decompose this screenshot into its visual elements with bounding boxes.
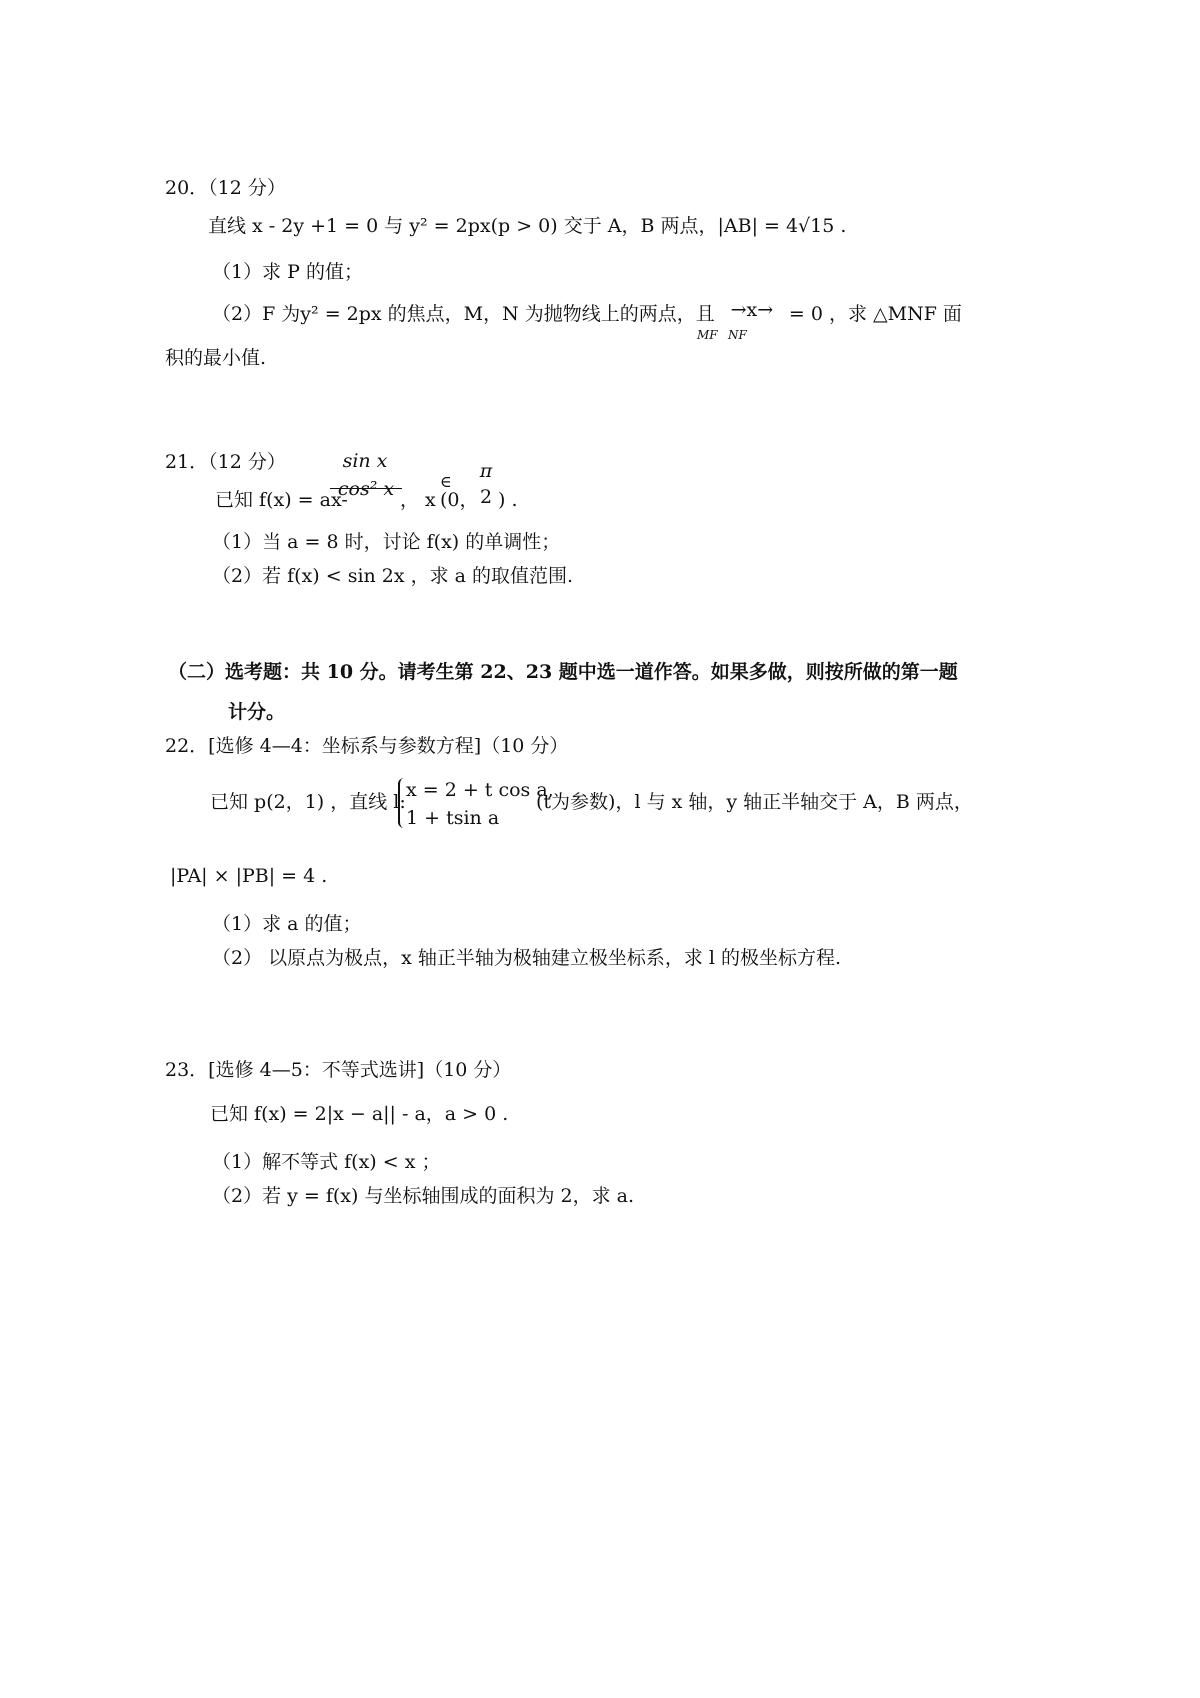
- q21-pi-den: 2: [479, 486, 493, 508]
- q20-dot-symbol: x: [746, 299, 758, 321]
- q20-part2-cont: 积的最小值.: [165, 347, 267, 369]
- q22-part1: （1）求 a 的值；: [212, 913, 362, 935]
- q21-stem-mid: ， x: [400, 489, 436, 511]
- q20-dot-product: →x→: [730, 299, 774, 321]
- q21-in-symbol: ∈: [440, 472, 452, 491]
- q22-stem-right: (t为参数)，l 与 x 轴，y 轴正半轴交于 A，B 两点，: [536, 791, 973, 813]
- q21-interval: (0，: [440, 489, 479, 511]
- q20-vec-nf: NF: [728, 328, 747, 342]
- q23-header: 23．[选修 4—5：不等式选讲]（10 分）: [165, 1059, 512, 1081]
- q23-stem: 已知 f(x) = 2|x − a|| - a，a > 0 .: [210, 1103, 509, 1125]
- q21-stem-left: 已知 f(x) = ax-: [215, 489, 348, 511]
- q22-header: 22．[选修 4—4：坐标系与参数方程]（10 分）: [165, 735, 569, 757]
- q21-header: 21．（12 分）: [165, 451, 286, 473]
- section2-line2: 计分。: [228, 701, 286, 723]
- q22-stem-left: 已知 p(2，1) ，直线 l:: [210, 791, 406, 813]
- q20-stem: 直线 x - 2y +1 = 0 与 y² = 2px(p > 0) 交于 A，B 两点，|AB| = 4√15 .: [208, 215, 847, 237]
- q22-sys-line2: 1 + tsin a: [406, 807, 500, 829]
- q21-frac-den: cos² x: [337, 478, 395, 500]
- q21-part2: （2）若 f(x) < sin 2x ，求 a 的取值范围.: [212, 565, 574, 587]
- q20-vec-mf: MF: [697, 328, 718, 342]
- q21-pi-num: π: [479, 460, 493, 482]
- q23-part1: （1）解不等式 f(x) < x ；: [212, 1151, 441, 1173]
- q20-part2: [212, 299, 962, 326]
- q21-close: ) .: [498, 489, 518, 511]
- q20-part1: （1）求 P 的值；: [212, 261, 363, 283]
- q20-part2-before: （2）F 为y² = 2px 的焦点，M，N 为抛物线上的两点，且: [212, 303, 715, 325]
- q21-frac-num: sin x: [342, 450, 388, 472]
- q20-header: 20．（12 分）: [165, 177, 286, 199]
- q23-part2: （2）若 y = f(x) 与坐标轴围成的面积为 2，求 a.: [212, 1185, 635, 1207]
- q21-part1: （1）当 a = 8 时，讨论 f(x) 的单调性；: [212, 531, 561, 553]
- section2-line1: （二）选考题：共 10 分。请考生第 22、23 题中选一道作答。如果多做，则按所做的第一题: [168, 661, 958, 683]
- q22-product: |PA| × |PB| = 4 .: [170, 865, 328, 887]
- q20-part2-after: = 0 ，求 △MNF 面: [788, 303, 962, 325]
- q22-sys-line1: x = 2 + t cos a,: [406, 779, 554, 801]
- q22-part2: （2） 以原点为极点，x 轴正半轴为极轴建立极坐标系，求 l 的极坐标方程.: [212, 947, 842, 969]
